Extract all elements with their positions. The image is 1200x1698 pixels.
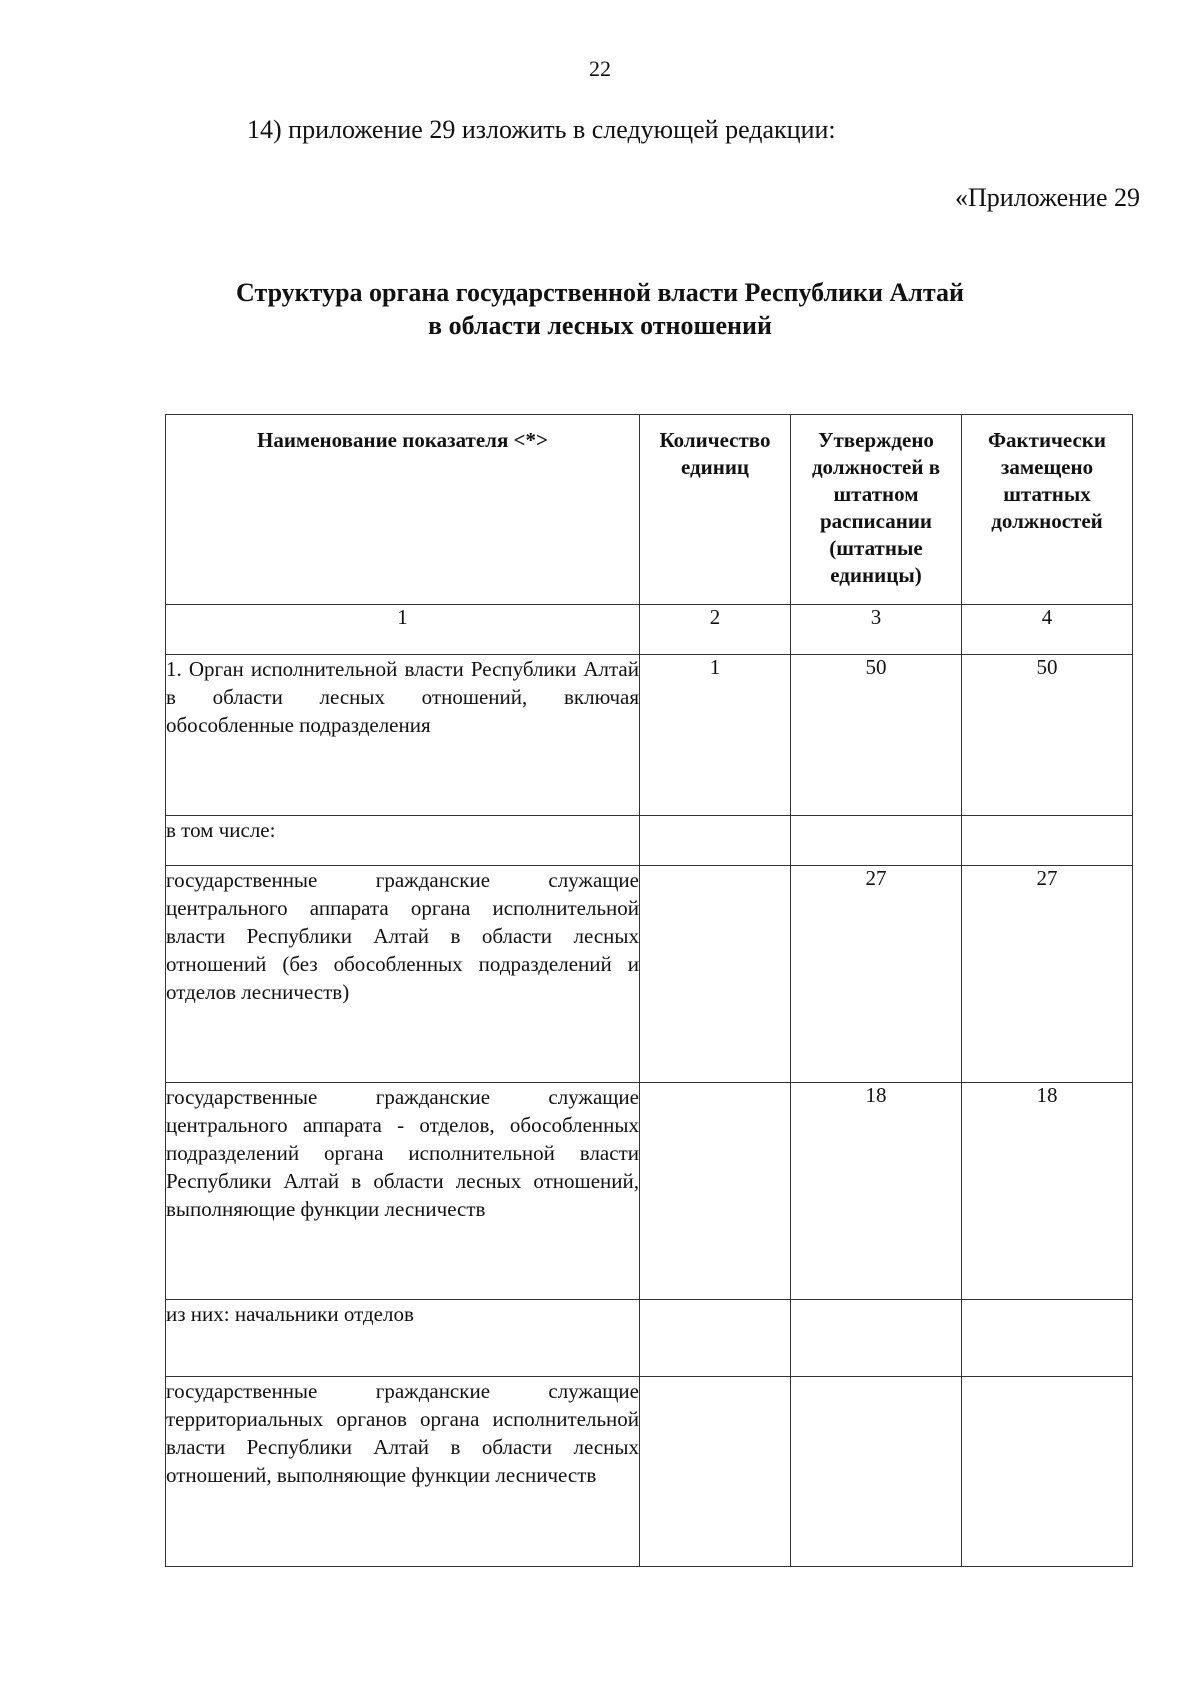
row-actual <box>962 1377 1133 1567</box>
row-name: государственные гражданские служащие центрального аппарата органа исполнительной власти Республики Алтай в области лесных отношений (без обособленных подразделений и отделов лесничеств) <box>166 866 640 1083</box>
amendment-intro: 14) приложение 29 изложить в следующей редакции: <box>247 115 836 144</box>
table-row <box>166 1377 1133 1567</box>
row-approved <box>791 816 962 866</box>
column-number: 1 <box>166 605 640 655</box>
table-row <box>166 1083 1133 1300</box>
row-approved: 18 <box>791 1083 962 1300</box>
page-number: 22 <box>589 56 611 81</box>
table-row <box>166 1300 1133 1377</box>
header-unit-count: Количество единиц <box>640 415 791 605</box>
row-approved: 50 <box>791 655 962 816</box>
row-count: 1 <box>640 655 791 816</box>
row-count <box>640 1377 791 1567</box>
table-row <box>166 655 1133 816</box>
row-count <box>640 866 791 1083</box>
row-count <box>640 1083 791 1300</box>
table-row <box>166 866 1133 1083</box>
row-actual <box>962 816 1133 866</box>
row-name: государственные гражданские служащие центрального аппарата - отделов, обособленных подразделений органа исполнительной власти Республики Алтай в области лесных отношений, выполняющие функции лесничеств <box>166 1083 640 1300</box>
row-approved <box>791 1377 962 1567</box>
header-indicator-name: Наименование показателя <*> <box>166 415 640 605</box>
column-number: 3 <box>791 605 962 655</box>
row-name: 1. Орган исполнительной власти Республики Алтай в области лесных отношений, включая обособленные подразделения <box>166 655 640 816</box>
row-count <box>640 1300 791 1377</box>
row-count <box>640 816 791 866</box>
row-name: государственные гражданские служащие территориальных органов органа исполнительной власти Республики Алтай в области лесных отношений, выполняющие функции лесничеств <box>166 1377 640 1567</box>
table-row <box>166 816 1133 866</box>
column-number: 2 <box>640 605 791 655</box>
header-actual-positions: Фактически замещено штатных должностей <box>962 415 1133 605</box>
row-actual: 18 <box>962 1083 1133 1300</box>
appendix-label: «Приложение 29 <box>954 183 1140 212</box>
row-actual: 50 <box>962 655 1133 816</box>
header-approved-positions: Утверждено должностей в штатном расписании (штатные единицы) <box>791 415 962 605</box>
document-title <box>0 276 1200 342</box>
structure-table <box>165 414 1133 1567</box>
row-name: из них: начальники отделов <box>166 1300 640 1377</box>
row-name: в том числе: <box>166 816 640 866</box>
title-line: Структура органа государственной власти Республики Алтай <box>236 278 964 307</box>
row-approved: 27 <box>791 866 962 1083</box>
row-actual: 27 <box>962 866 1133 1083</box>
title-line: в области лесных отношений <box>428 311 772 340</box>
header-row <box>166 415 1133 605</box>
row-actual <box>962 1300 1133 1377</box>
column-number: 4 <box>962 605 1133 655</box>
row-approved <box>791 1300 962 1377</box>
column-number-row <box>166 605 1133 655</box>
